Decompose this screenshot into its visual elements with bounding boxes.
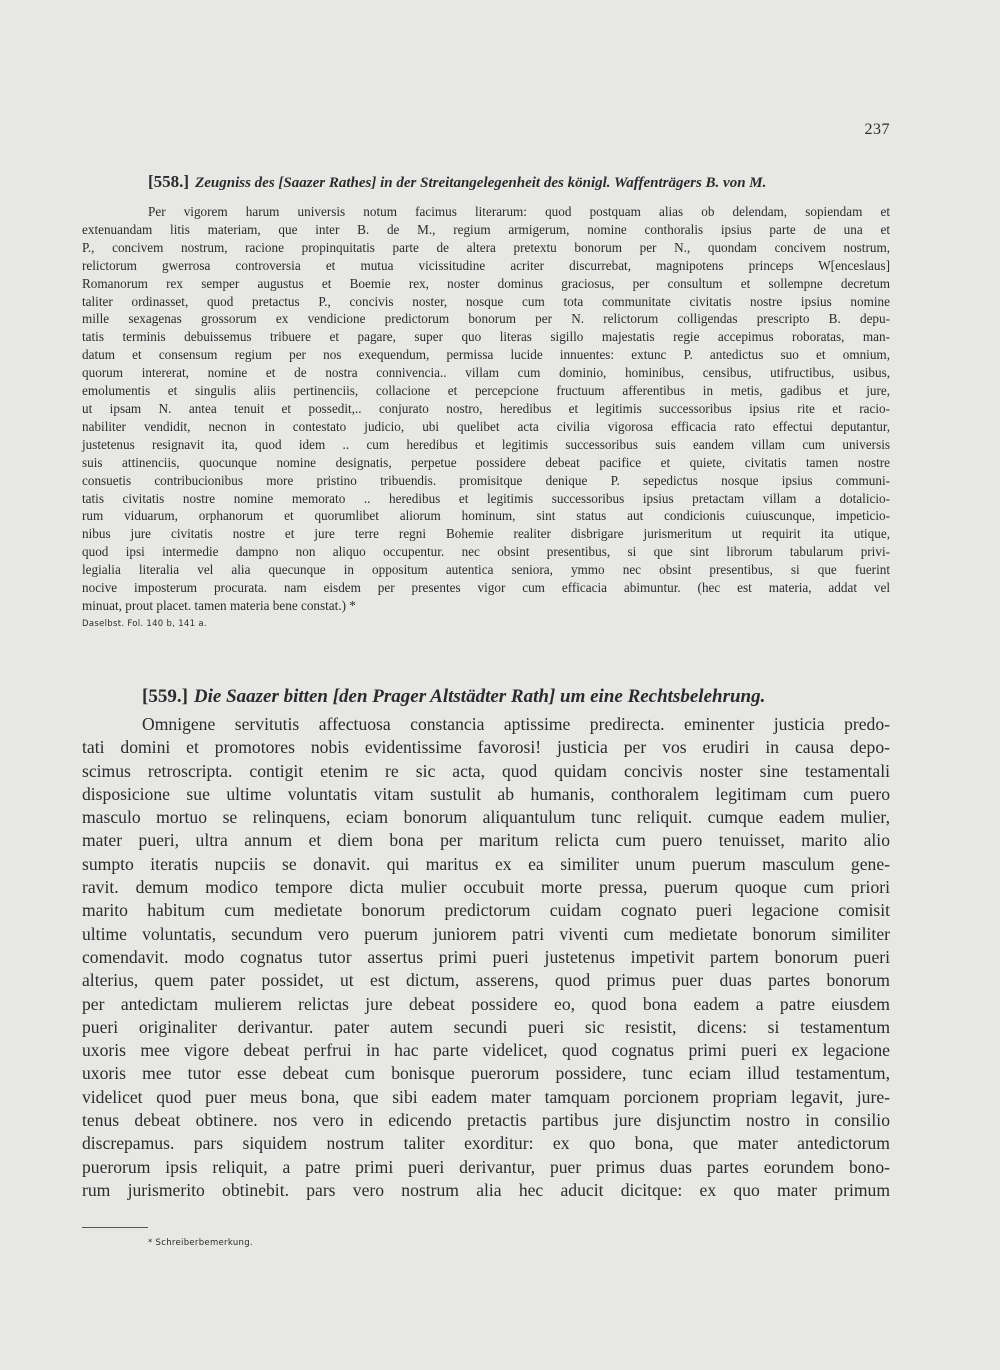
text-line: per antedictam mulierem relictas jure debeat possidere eo, quod bona eadem a patre eiusdem: [82, 993, 890, 1014]
document-558-heading: [82, 170, 890, 195]
text-line: datum et consensum regium per nos exequendum, permissa lucide innuentes: extunc P. antedictus suo et omnium,: [82, 347, 890, 363]
text-line: ultime voluntatis, secundum vero puerum juniorem patri viventi cum medietate bonorum similiter: [82, 923, 890, 944]
document-558: [82, 170, 890, 629]
document-559-heading: [82, 685, 890, 709]
text-line: disposicione sue ultime voluntatis vitam sustulit ab humanis, conthoralem legitimam cum puero: [82, 783, 890, 804]
text-line: ut ipsam N. antea tenuit et possedit,.. conjurato nostro, heredibus et legitimis successoribus ipsius rite et racio-: [82, 400, 890, 416]
text-line: justetenus resignavit ita, quod idem .. cum heredibus et legitimis successoribus suis eandem villam cum universis: [82, 436, 890, 452]
text-line: P., concivem nostrum, racione propinquitatis parte de altera pretextu bonorum per N., quondam concivem nostrum,: [82, 239, 890, 255]
text-line: tati domini et promotores nobis evidentissime favorosi! justicia per vos erudiri in causa depo-: [82, 737, 890, 758]
text-line: tatis civitatis nostre nomine memorato .. heredibus et legitimis successoribus ipsius pretactam villam a dotalicio-: [82, 490, 890, 506]
text-line: rum viduarum, orphanorum et quorumlibet aliorum hominum, sint status aut condicionis cuiuscunque, impeticio-: [82, 508, 890, 524]
text-line: masculo mortuo se relinquens, eciam bonorum aliquantulum tunc reliquit. cumque eadem mulier,: [82, 807, 890, 828]
document-559: [82, 685, 890, 1202]
text-line: puerorum ipsis reliquit, a patre primi pueri derivantur, puer primus duas partes eorundem bono-: [82, 1156, 890, 1177]
text-line: mater pueri, ultra annum et diem bona per maritum relicta cum puero tenuisset, marito alio: [82, 830, 890, 851]
text-line: nibus jure civitatis nostre et jure terre regni Bohemie realiter disbrigare jurismeritum ut requirit ita utique,: [82, 526, 890, 542]
text-line: sumpto iteratis nupciis se donavit. qui maritus ex ea similiter unum puerum masculum gene-: [82, 853, 890, 874]
text-line: emolumentis et singulis aliis pertinenciis, collacione et percepcione fructuum afferentibus in metis, gadibus et jure,: [82, 383, 890, 399]
text-line: Omnigene servitutis affectuosa constancia aptissime predirecta. eminenter justicia predo-: [142, 714, 890, 734]
document-558-title: Zeugniss des [Saazer Rathes] in der Streitangelegenheit des königl. Waffenträgers B. von M.: [195, 175, 767, 191]
text-line: uxoris mee tutor esse debeat cum bonisque puerorum possidere, tunc eciam illud testamentum,: [82, 1063, 890, 1084]
document-559-number: [559.]: [142, 686, 188, 707]
text-line: discrepamus. pars siquidem nostrum taliter exorditur: ex quo bona, que mater antedictorum: [82, 1133, 890, 1154]
text-line: legialia literalia vel alia quecunque in oppositum autentica seniora, ymmo nec obsint presentibus, si que fuerint: [82, 562, 890, 578]
document-559-title: Die Saazer bitten [den Prager Altstädter Rath] um eine Rechtsbelehrung.: [193, 686, 766, 707]
text-line: comendavit. modo cognatus tutor assertus primi pueri justetenus impetivit partem bonorum pueri: [82, 946, 890, 967]
text-line: taliter ordinasset, quod pretactus P., concivis noster, nosque cum tota communitate civitatis nostre ipsius nomine: [82, 293, 890, 309]
text-line: rum jurismerito obtinebit. pars vero nostrum alia hec aducit dicitque: ex quo mater primum: [82, 1179, 890, 1200]
text-line: nocive imposterum procurata. nam eisdem per presentes vigor cum efficacia abimuntur. (hec est materia, addat vel: [82, 580, 890, 596]
text-line: tatis terminis debuissemus tribuere et pagare, super quo literas sigillo majestatis regie accepimus roboratas, man-: [82, 329, 890, 345]
text-line: pueri originaliter derivantur. pater autem secundi pueri sic resistit, dicens: si testamentum: [82, 1016, 890, 1037]
source-reference: Daselbst. Fol. 140 b, 141 a.: [82, 618, 207, 629]
document-559-body: [82, 713, 890, 1202]
text-line: quod ipsi intermedie dampno non aliquo occupentur. nec obsint presentibus, si que sint librorum tabularum privi-: [82, 544, 890, 560]
text-line: nabiliter vendidit, necnon in contestato judicio, ubi quelibet acta civilia vigorosa efficacia rato effectui deputantur,: [82, 418, 890, 434]
text-line: uxoris mee vigore debeat perfrui in hac parte videlicet, quod cognatus primi pueri ex legacione: [82, 1040, 890, 1061]
text-line: marito habitum cum medietate bonorum predictorum cuidam cognato pueri legacione comisit: [82, 900, 890, 921]
text-line: quorum intererat, nomine et de nostra connivencia.. villam cum dominio, hominibus, censibus, utifructibus, usibus,: [82, 365, 890, 381]
text-line: suis attinenciis, quocunque nomine designatis, perpetue possidere debeat pacifice et quiete, civitatis tamen nostre: [82, 454, 890, 470]
text-line: extenuandam litis materiam, que inter B. de M., regium armigerum, nomine conthoralis ipsius parte de una et: [82, 221, 890, 237]
document-558-body: [82, 203, 890, 615]
text-line: tenus debeat obtinere. nos vero in edicendo pretactis partibus jure disjunctim nostro in consilio: [82, 1110, 890, 1131]
text-line: scimus retroscripta. contigit etenim re sic acta, quod quidam concivis noster sine testamentali: [82, 760, 890, 781]
text-line: Per vigorem harum universis notum facimus literarum: quod postquam alias ob delendam, sopiendam et: [148, 204, 890, 219]
text-line: ravit. demum modico tempore dicta mulier occubuit morte pressa, puerum quoque cum priori: [82, 877, 890, 898]
footnote-divider: [82, 1227, 148, 1228]
text-line: mille sexagenas grossorum ex vendicione predictorum bonorum per N. relictorum colligendas prescripto B. depu-: [82, 311, 890, 327]
text-line: consuetis contribucionibus more pristino tribuendis. promisitque denique P. sepedictus nosque ipsius communi-: [82, 472, 890, 488]
text-line: minuat, prout placet. tamen materia bene constat.) *: [82, 597, 356, 613]
text-line: alterius, quem pater possidet, ut est dictum, asserens, quod primus puer duas partes bonorum: [82, 970, 890, 991]
text-line: Romanorum rex semper augustus et Boemie rex, noster dominus graciosus, per consultum et sollempne decretum: [82, 275, 890, 291]
text-line: videlicet quod puer meus bona, que sibi eadem mater tamquam porcionem propriam legavit, jure-: [82, 1086, 890, 1107]
document-558-number: [558.]: [148, 172, 190, 191]
text-line: relictorum gwerrosa controversia et mutua vicissitudine acriter discurrebat, magnipotens princeps W[enceslaus]: [82, 257, 890, 273]
page-number: 237: [864, 121, 890, 138]
footnote: * Schreiberbemerkung.: [148, 1238, 253, 1248]
